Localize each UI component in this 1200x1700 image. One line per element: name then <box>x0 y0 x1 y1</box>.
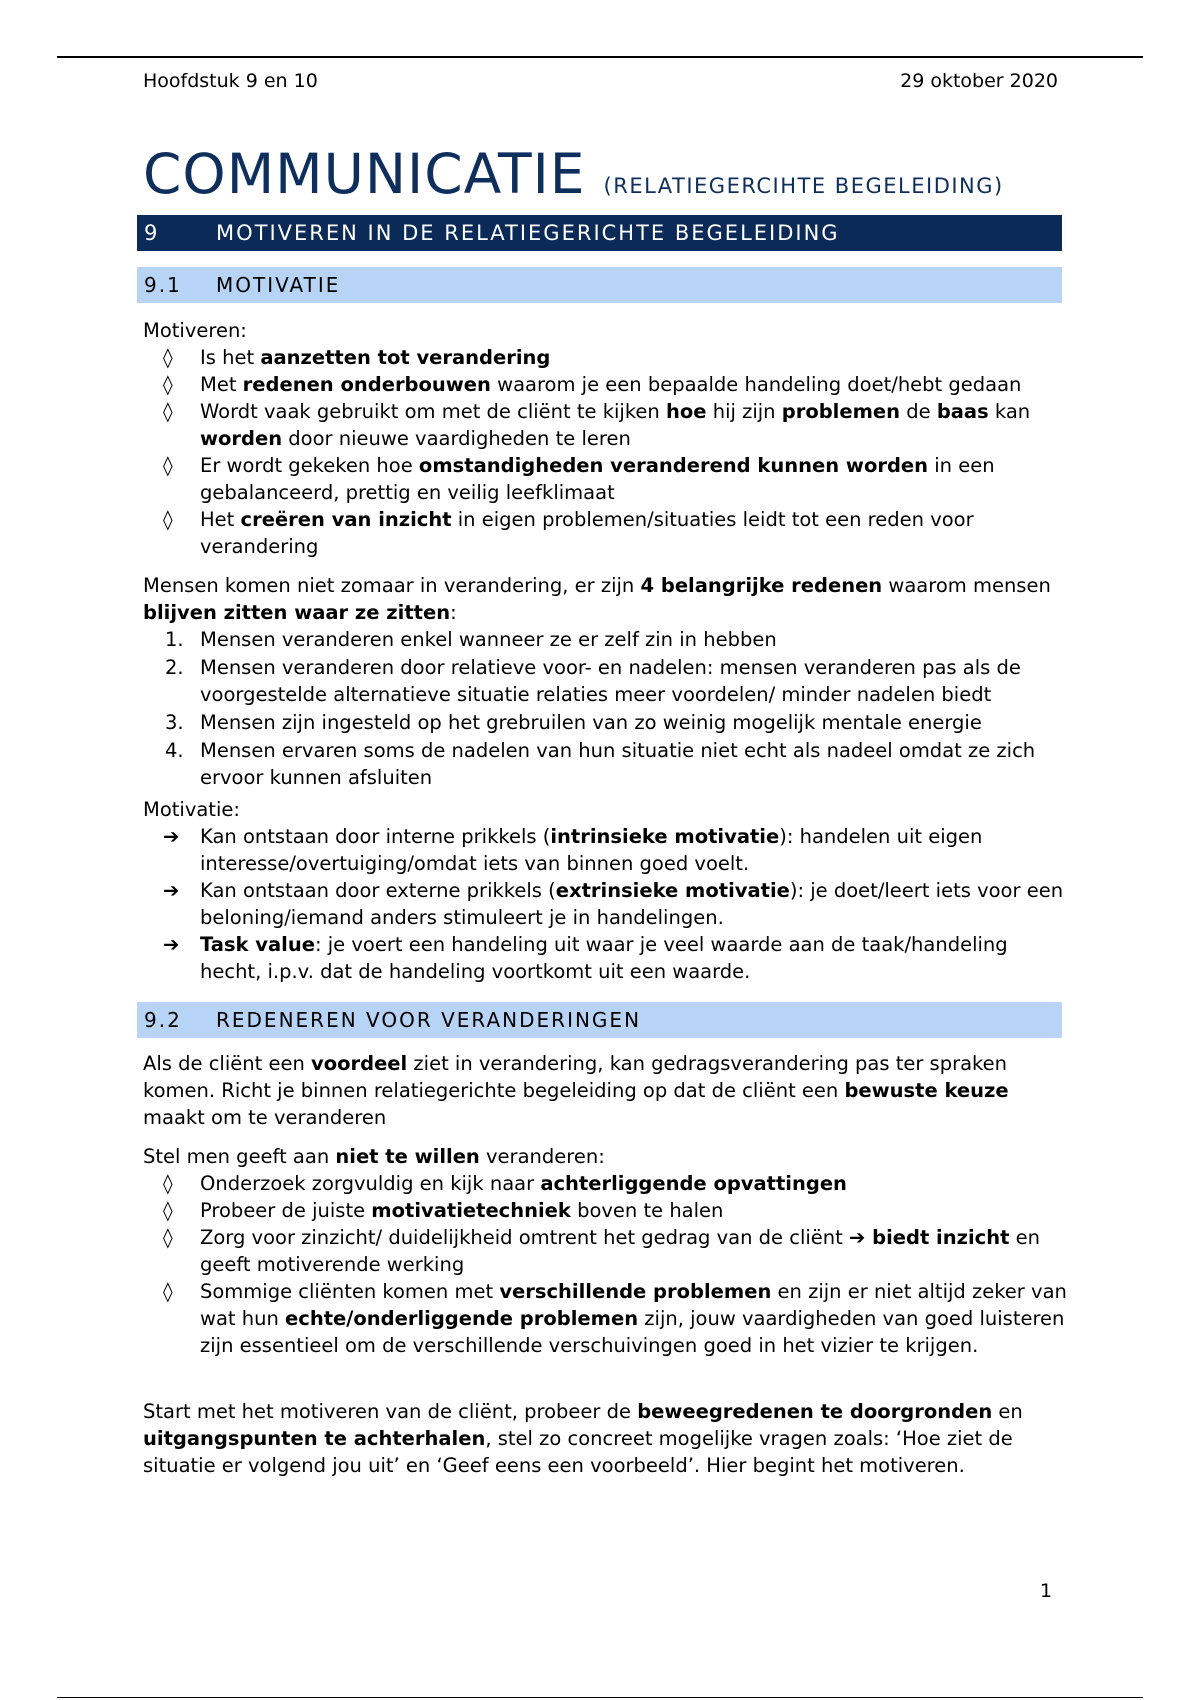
list-item: 3. Mensen zijn ingesteld op het grebruilen van zo weinig mogelijk mentale energie <box>165 711 982 734</box>
list-item: ◊ Is het aanzetten tot verandering <box>163 346 551 369</box>
document-title <box>143 142 1004 206</box>
chapter-heading <box>137 215 1062 251</box>
list-item: ➔ Kan ontstaan door interne prikkels (intrinsieke motivatie): handelen uit eigen interesse/overtuiging/omdat iets van binnen goed voelt. <box>163 825 983 875</box>
diamond-bullet-icon: ◊ <box>163 1172 173 1195</box>
header-chapter: Hoofdstuk 9 en 10 <box>143 70 318 92</box>
title-subtitle: (RELATIEGERCIHTE BEGELEIDING) <box>603 174 1004 198</box>
list-item: ◊ Het creëren van inzicht in eigen problemen/situaties leidt tot een reden voor verandering <box>163 508 974 558</box>
list-item: ◊ Onderzoek zorgvuldig en kijk naar achterliggende opvattingen <box>163 1172 847 1195</box>
arrow-bullet-icon: ➔ <box>163 879 180 902</box>
footer-rule <box>57 1697 1143 1698</box>
redenen-block <box>143 572 1073 792</box>
diamond-bullet-icon: ◊ <box>163 346 173 369</box>
diamond-bullet-icon: ◊ <box>163 1280 173 1303</box>
list-item: ◊ Wordt vaak gebruikt om met de cliënt te kijken hoe hij zijn problemen de baas kan worden door nieuwe vaardigheden te leren <box>163 400 1031 450</box>
list-item: 4. Mensen ervaren soms de nadelen van hun situatie niet echt als nadeel omdat ze zich ervoor kunnen afsluiten <box>165 739 1036 789</box>
diamond-bullet-icon: ◊ <box>163 508 173 531</box>
list-item: ➔ Kan ontstaan door externe prikkels (extrinsieke motivatie): je doet/leert iets voor een beloning/iemand anders stimuleert je in handelingen. <box>163 879 1064 929</box>
arrow-bullet-icon: ➔ <box>163 933 180 956</box>
diamond-bullet-icon: ◊ <box>163 400 173 423</box>
nietwillen-list <box>143 1170 1073 1359</box>
chapter-number: 9 <box>144 221 160 245</box>
page-number: 1 <box>1040 1580 1053 1602</box>
motivatie-label: Motivatie: <box>143 798 240 821</box>
redenen-intro: Mensen komen niet zomaar in verandering, er zijn 4 belangrijke redenen waarom mensen blijven zitten waar ze zitten: <box>143 574 1051 624</box>
list-item: 1. Mensen veranderen enkel wanneer ze er zelf zin in hebben <box>165 628 777 651</box>
list-item: ◊ Er wordt gekeken hoe omstandigheden veranderend kunnen worden in een gebalanceerd, prettig en veilig leefklimaat <box>163 454 995 504</box>
motivatie-block <box>143 796 1073 985</box>
header-date: 29 oktober 2020 <box>900 70 1058 92</box>
title-main: COMMUNICATIE <box>143 142 586 206</box>
diamond-bullet-icon: ◊ <box>163 454 173 477</box>
section-number: 9.2 <box>144 1008 182 1032</box>
page-header <box>143 70 1058 92</box>
header-rule <box>57 56 1143 58</box>
start-paragraph: Start met het motiveren van de cliënt, probeer de beweegredenen te doorgronden en uitgangspunten te achterhalen, stel zo concreet mogelijke vragen zoals: ‘Hoe ziet de situatie er volgend jou uit’ en ‘Geef eens een voorbeeld’. Hier begint het motiveren. <box>143 1400 1023 1477</box>
section-number: 9.1 <box>144 273 182 297</box>
nietwillen-intro: Stel men geeft aan niet te willen veranderen: <box>143 1145 605 1168</box>
section-title: MOTIVATIE <box>216 273 341 297</box>
list-item: ◊ Met redenen onderbouwen waarom je een bepaalde handeling doet/hebt gedaan <box>163 373 1022 396</box>
list-item: ◊ Probeer de juiste motivatietechniek boven te halen <box>163 1199 724 1222</box>
motivatie-list <box>143 823 1073 985</box>
diamond-bullet-icon: ◊ <box>163 1226 173 1249</box>
diamond-bullet-icon: ◊ <box>163 373 173 396</box>
voordeel-paragraph: Als de cliënt een voordeel ziet in verandering, kan gedragsverandering pas ter spraken komen. Richt je binnen relatiegerichte begeleiding op dat de cliënt een bewuste keuze maakt om te veranderen <box>143 1052 1009 1129</box>
arrow-icon: ➔ <box>848 1226 866 1249</box>
list-item: ➔ Task value: je voert een handeling uit waar je veel waarde aan de taak/handeling hecht, i.p.v. dat de handeling voortkomt uit een waarde. <box>163 933 1008 983</box>
list-item: ◊ Sommige cliënten komen met verschillende problemen en zijn er niet altijd zeker van wat hun echte/onderliggende problemen zijn, jouw vaardigheden van goed luisteren zijn essentieel om de verschillende verschuivingen goed in het vizier te krijgen. <box>163 1280 1067 1357</box>
arrow-bullet-icon: ➔ <box>163 825 180 848</box>
section-heading-9-2 <box>137 1002 1062 1038</box>
motiveren-block <box>143 317 1073 560</box>
diamond-bullet-icon: ◊ <box>163 1199 173 1222</box>
nietwillen-block <box>143 1143 1073 1359</box>
section-title: REDENEREN VOOR VERANDERINGEN <box>216 1008 642 1032</box>
list-item: 2. Mensen veranderen door relatieve voor- en nadelen: mensen veranderen pas als de voorgestelde alternatieve situatie relaties meer voordelen/ minder nadelen biedt <box>165 656 1021 706</box>
motiveren-label: Motiveren: <box>143 319 247 342</box>
list-item: ◊ Zorg voor zinzicht/ duidelijkheid omtrent het gedrag van de cliënt ➔ biedt inzicht en geeft motiverende werking <box>163 1226 1040 1276</box>
redenen-list <box>143 626 1073 791</box>
section-heading-9-1 <box>137 267 1062 303</box>
motiveren-list <box>143 344 1073 560</box>
chapter-title: MOTIVEREN IN DE RELATIEGERICHTE BEGELEIDING <box>216 221 840 245</box>
